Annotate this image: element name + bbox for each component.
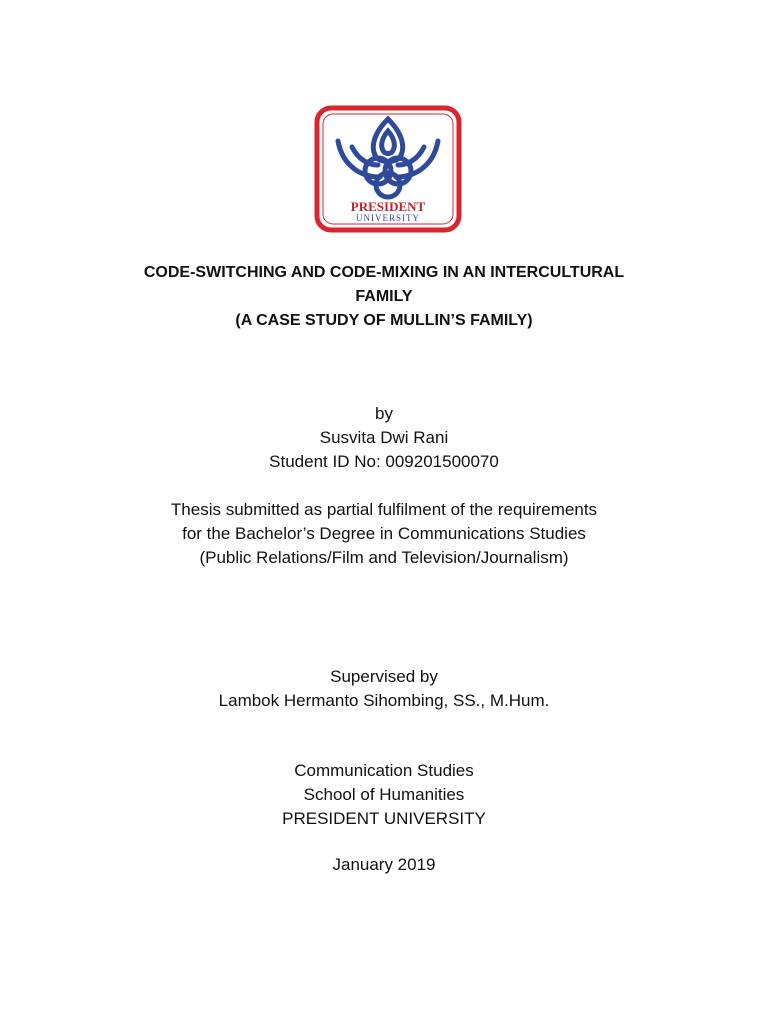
- thesis-statement: [0, 498, 768, 570]
- institution-block: [0, 759, 768, 831]
- school-name: School of Humanities: [303, 785, 465, 804]
- president-university-logo: [314, 105, 462, 233]
- by-label: by: [375, 404, 393, 423]
- lotus-emblem: [338, 119, 438, 197]
- logo-text-university: UNIVERSITY: [356, 213, 420, 223]
- supervisor-name: Lambok Hermanto Sihombing, SS., M.Hum.: [218, 691, 550, 710]
- title-line-3: (A CASE STUDY OF MULLIN’S FAMILY): [235, 312, 533, 329]
- university-name: PRESIDENT UNIVERSITY: [282, 809, 486, 828]
- statement-line-1: Thesis submitted as partial fulfilment of the requirements: [170, 500, 598, 519]
- statement-line-3: (Public Relations/Film and Television/Journalism): [199, 548, 569, 567]
- author-name: Susvita Dwi Rani: [319, 428, 449, 447]
- supervised-by-label: Supervised by: [330, 667, 438, 686]
- title-line-2: FAMILY: [355, 288, 413, 305]
- logo-text-president: PRESIDENT: [350, 199, 426, 214]
- student-id: Student ID No: 009201500070: [269, 452, 499, 471]
- submission-date: January 2019: [332, 855, 436, 874]
- logo-emblem-icon: [314, 105, 462, 233]
- program-name: Communication Studies: [294, 761, 474, 780]
- submission-date-block: [0, 853, 768, 877]
- thesis-title: [0, 261, 768, 333]
- author-block: [0, 402, 768, 474]
- statement-line-2: for the Bachelor’s Degree in Communications Studies: [182, 524, 586, 543]
- supervisor-block: [0, 665, 768, 713]
- title-line-1: CODE-SWITCHING AND CODE-MIXING IN AN INTERCULTURAL: [143, 264, 625, 281]
